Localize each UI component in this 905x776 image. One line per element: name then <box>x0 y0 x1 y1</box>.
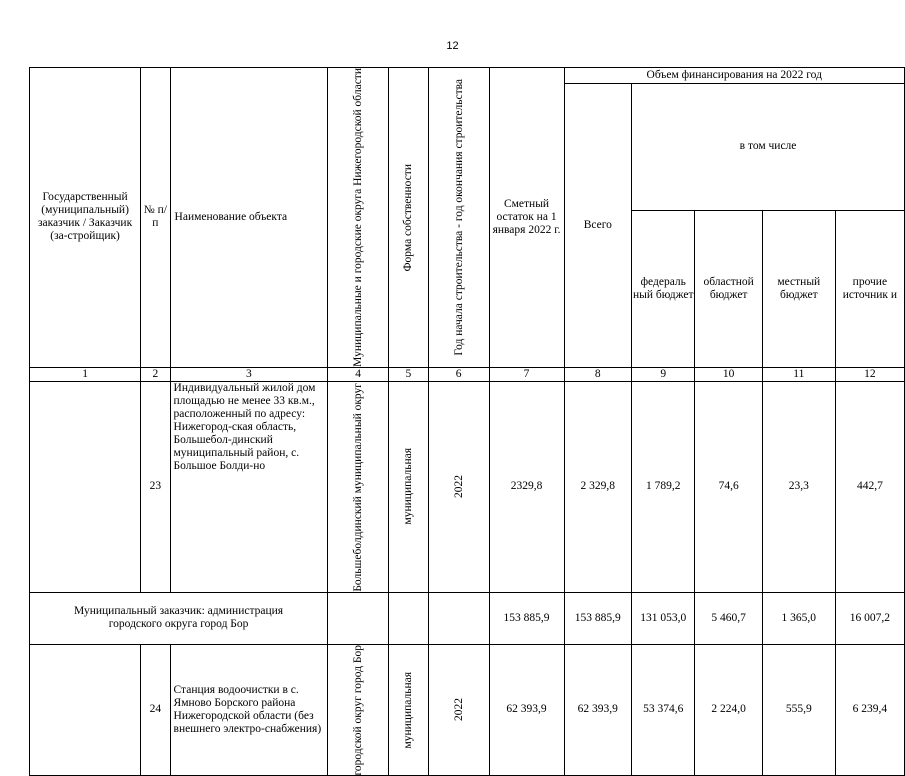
header-regional: областной бюджет <box>695 210 762 367</box>
col-num: 12 <box>835 367 904 381</box>
table-row <box>30 644 905 776</box>
header-district-text: Муниципальные и городские округа Нижегородской области <box>352 68 365 367</box>
row-federal: 53 374,6 <box>632 644 695 776</box>
financing-table <box>29 67 905 776</box>
group-regional: 5 460,7 <box>695 592 762 644</box>
col-num: 11 <box>762 367 835 381</box>
group-total: 153 885,9 <box>564 592 632 644</box>
header-remainder: Сметный остаток на 1 января 2022 г. <box>489 68 564 368</box>
table-row <box>30 381 905 592</box>
header-object-name: Наименование объекта <box>170 68 328 368</box>
row-remainder: 2329,8 <box>489 381 564 592</box>
row-district-text: Большеболдинский муниципальный округ <box>352 382 365 592</box>
group-label: Муниципальный заказчик: администрация городского округа город Бор <box>30 592 328 644</box>
row-object-name: Станция водоочистки в с. Ямново Борского района Нижегородской области (без внешнего электро-снабжения) <box>170 644 328 776</box>
row-ownership <box>389 644 428 776</box>
row-total: 2 329,8 <box>564 381 632 592</box>
header-customer: Государственный (муниципальный) заказчик / Заказчик (за-стройщик) <box>30 68 141 368</box>
row-other: 6 239,4 <box>835 644 904 776</box>
col-num: 10 <box>695 367 762 381</box>
col-num: 4 <box>328 367 389 381</box>
header-district <box>328 68 389 368</box>
row-no: 24 <box>141 644 170 776</box>
row-local: 555,9 <box>762 644 835 776</box>
row-local: 23,3 <box>762 381 835 592</box>
group-ownership <box>389 592 428 644</box>
row-regional: 2 224,0 <box>695 644 762 776</box>
col-num: 3 <box>170 367 328 381</box>
col-num: 5 <box>389 367 428 381</box>
row-year-text: 2022 <box>452 698 465 722</box>
header-other: прочие источник и <box>835 210 904 367</box>
header-local: местный бюджет <box>762 210 835 367</box>
row-customer <box>30 644 141 776</box>
page-number: 12 <box>446 40 459 52</box>
row-ownership-text: муниципальная <box>402 448 415 525</box>
row-year-text: 2022 <box>452 475 465 499</box>
group-other: 16 007,2 <box>835 592 904 644</box>
row-federal: 1 789,2 <box>632 381 695 592</box>
header-total: Всего <box>564 84 632 368</box>
row-regional: 74,6 <box>695 381 762 592</box>
col-num: 8 <box>564 367 632 381</box>
header-years-text: Год начала строительства - год окончания строительства <box>452 79 465 356</box>
group-local: 1 365,0 <box>762 592 835 644</box>
group-district <box>328 592 389 644</box>
row-ownership <box>389 381 428 592</box>
row-year <box>428 644 489 776</box>
header-federal: федераль ный бюджет <box>632 210 695 367</box>
header-financing: Объем финансирования на 2022 год <box>564 68 905 84</box>
row-district-text: городской округ город Бор <box>352 644 365 776</box>
row-year <box>428 381 489 592</box>
row-remainder: 62 393,9 <box>489 644 564 776</box>
row-district <box>328 644 389 776</box>
header-ownership <box>389 68 428 368</box>
group-year <box>428 592 489 644</box>
group-federal: 131 053,0 <box>632 592 695 644</box>
row-customer <box>30 381 141 592</box>
col-num: 6 <box>428 367 489 381</box>
row-total: 62 393,9 <box>564 644 632 776</box>
row-district <box>328 381 389 592</box>
header-no: № п/п <box>141 68 170 368</box>
header-years <box>428 68 489 368</box>
col-num: 2 <box>141 367 170 381</box>
group-row <box>30 592 905 644</box>
group-remainder: 153 885,9 <box>489 592 564 644</box>
row-no: 23 <box>141 381 170 592</box>
col-num: 1 <box>30 367 141 381</box>
header-including: в том числе <box>632 84 905 211</box>
row-object-name: Индивидуальный жилой дом площадью не менее 33 кв.м., расположенный по адресу: Нижегород-ская область, Большебол-динский муниципальный район, с. Большое Болди-но <box>170 381 328 592</box>
col-num: 7 <box>489 367 564 381</box>
column-numbers-row <box>30 367 905 381</box>
row-ownership-text: муниципальная <box>402 671 415 749</box>
col-num: 9 <box>632 367 695 381</box>
row-other: 442,7 <box>835 381 904 592</box>
header-ownership-text: Форма собственности <box>402 163 415 272</box>
